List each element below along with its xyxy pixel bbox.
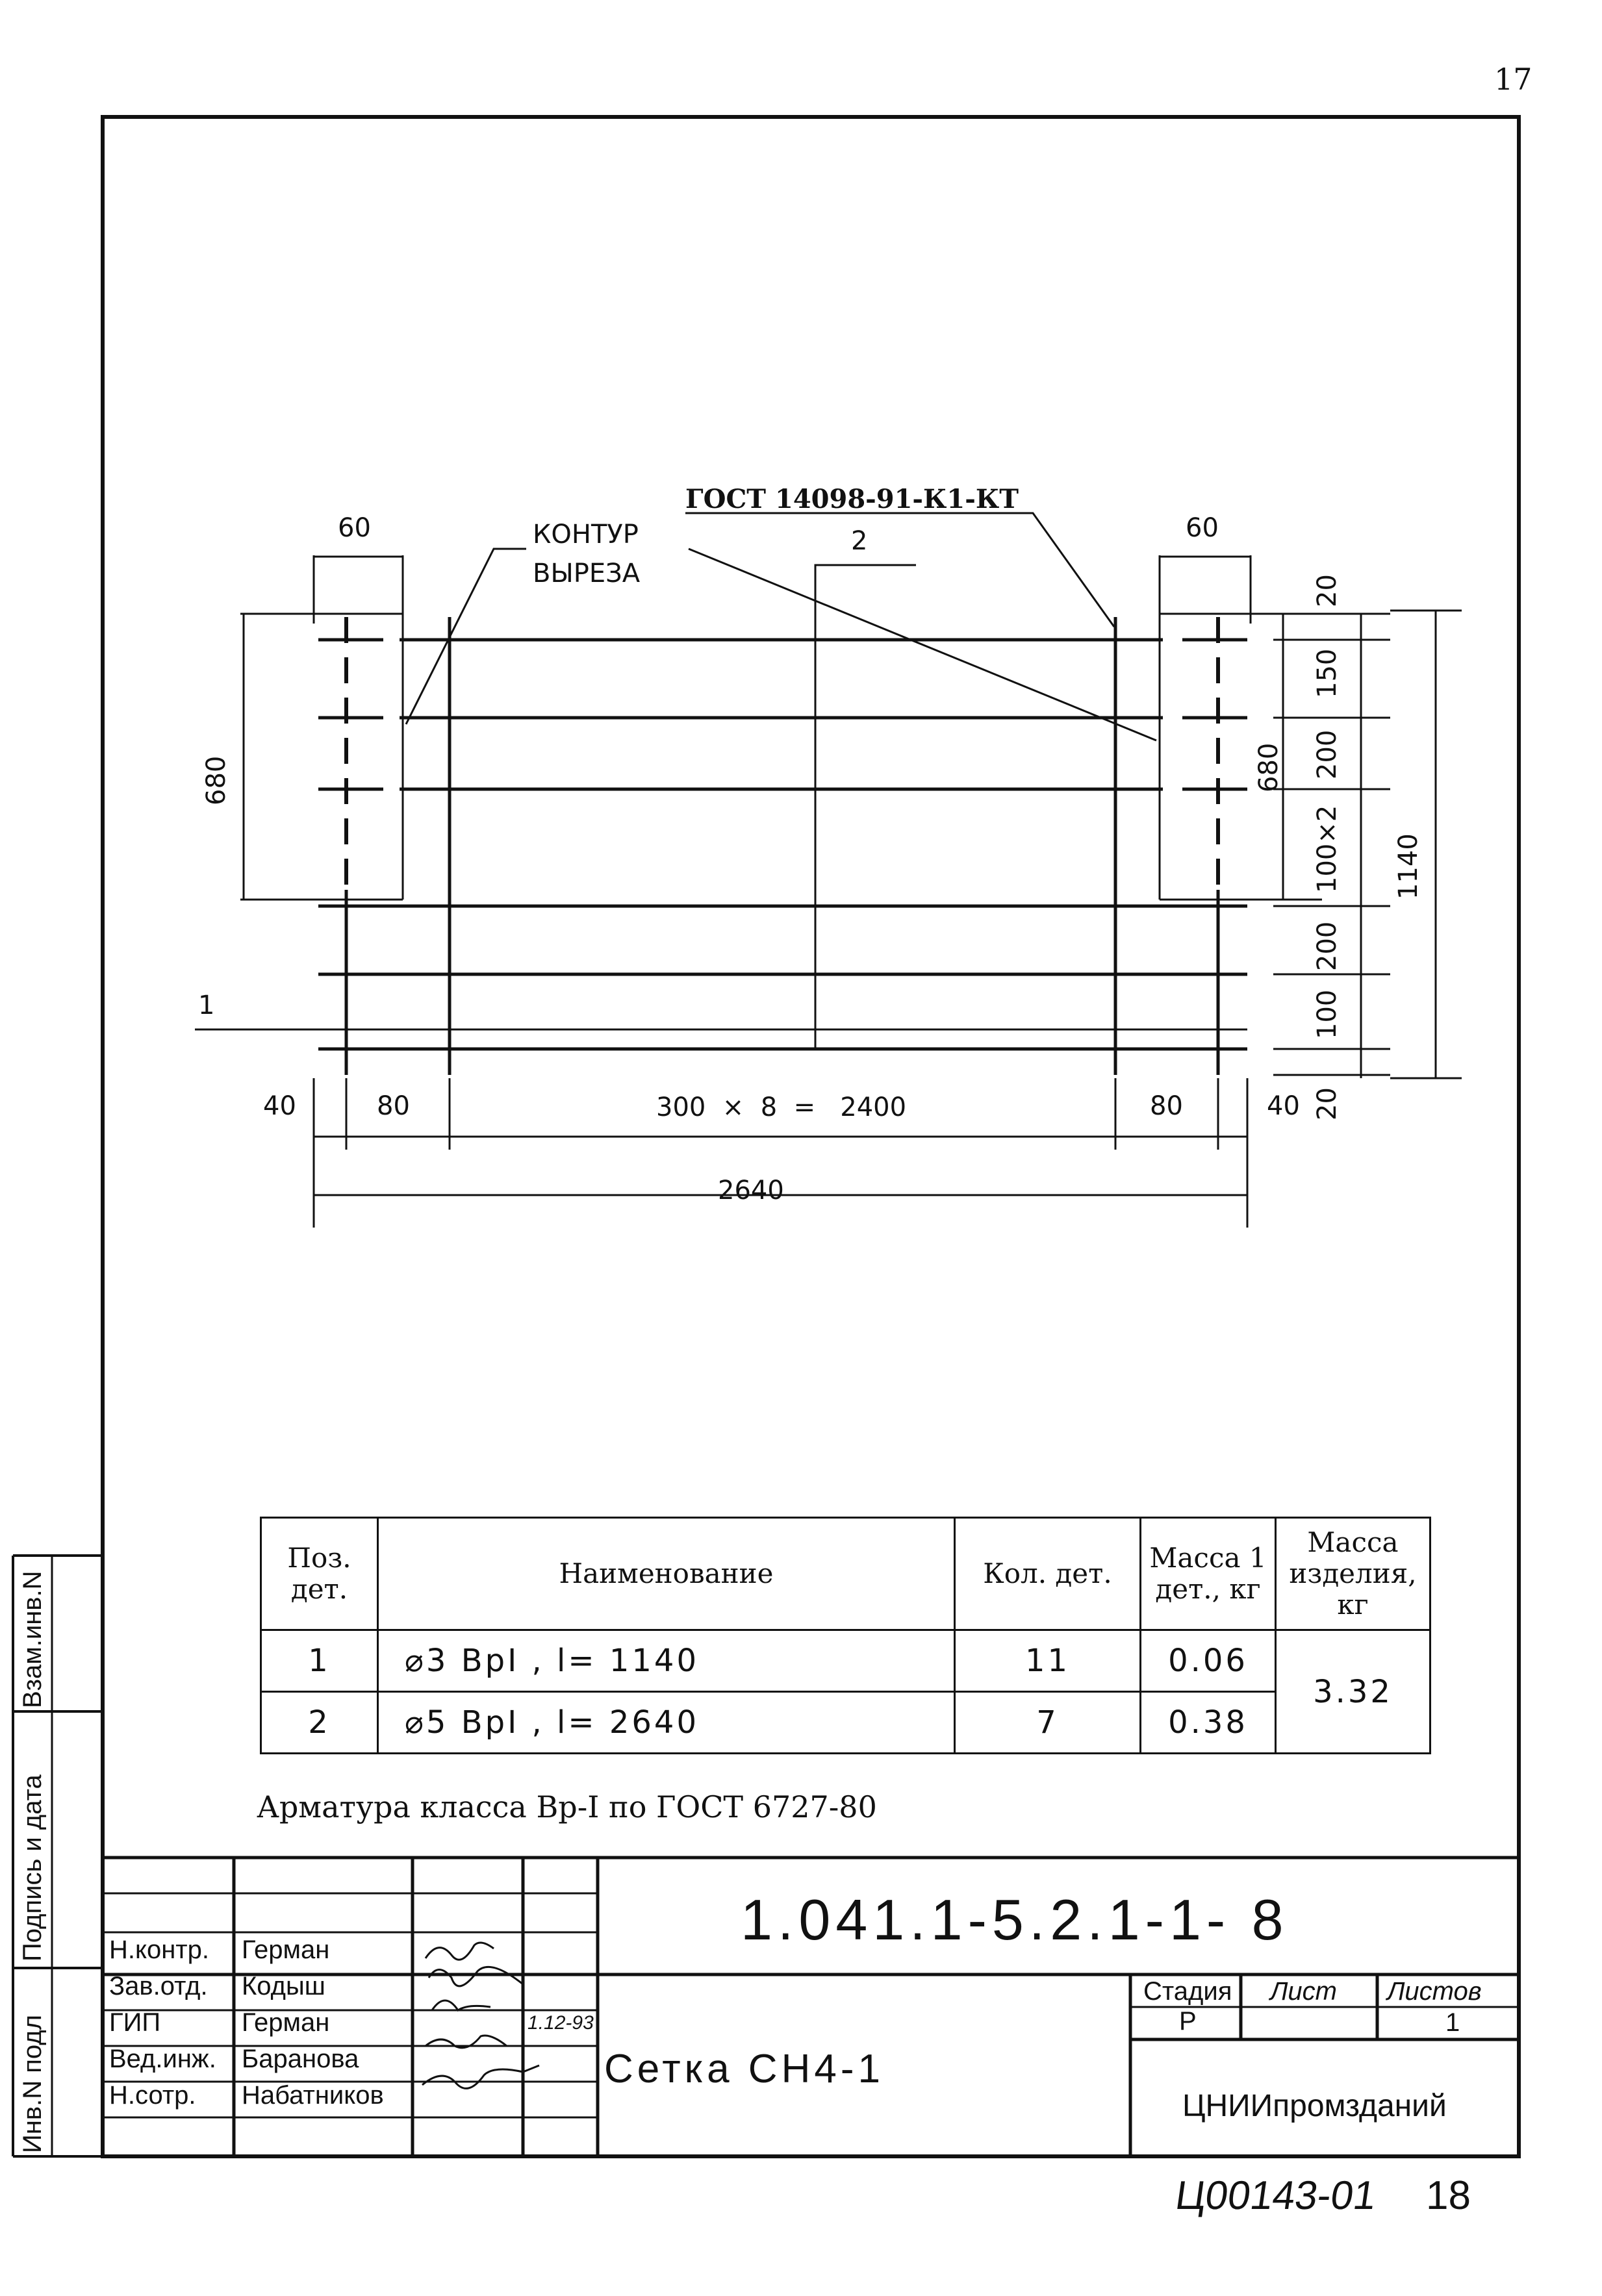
contour-label-1: КОНТУР <box>533 520 639 549</box>
sheet-title: Сетка СН4-1 <box>604 2047 884 2091</box>
dim-top-right-60: 60 <box>1186 513 1219 543</box>
table-row <box>261 1692 1430 1754</box>
pos-2-label: 2 <box>851 526 868 556</box>
name-5: Набатников <box>242 2081 384 2110</box>
dim-right-200-b: 200 <box>1312 921 1342 971</box>
sheets-value: 1 <box>1445 2008 1460 2037</box>
reinforcement-note: Арматура класса Вр-I по ГОСТ 6727-80 <box>257 1789 877 1824</box>
page-number: 17 <box>1494 62 1532 97</box>
role-n-sotr: Н.сотр. <box>109 2081 196 2110</box>
dim-bottom-mid: 300 × 8 = 2400 <box>656 1092 907 1122</box>
specification-table <box>260 1517 1431 1754</box>
name-3: Герман <box>242 2008 330 2037</box>
dim-right-20-bottom: 20 <box>1312 1087 1342 1120</box>
header-name: Наименование <box>378 1518 955 1630</box>
dim-top-left-60: 60 <box>338 513 371 543</box>
total-mass: 3.32 <box>1276 1630 1430 1754</box>
stage-value: Р <box>1179 2007 1197 2036</box>
stage-label: Стадия <box>1143 1977 1232 2006</box>
org-name: ЦНИИпромзданий <box>1182 2089 1447 2123</box>
row-2-qty: 7 <box>955 1692 1141 1754</box>
dim-right-200-a: 200 <box>1312 729 1342 779</box>
side-label-vzam: Взам.инв.N <box>18 1571 47 1708</box>
dim-right-680: 680 <box>1254 742 1284 792</box>
sheets-label: Листов <box>1387 1977 1482 2006</box>
dim-right-100x2: 100×2 <box>1312 805 1342 893</box>
sign-date: 1.12-93 <box>528 2012 594 2034</box>
row-2-name: ⌀5 ВрI , l= 2640 <box>378 1692 955 1754</box>
row-2-mass: 0.38 <box>1141 1692 1276 1754</box>
sheet-label: Лист <box>1270 1977 1337 2006</box>
dim-right-1140: 1140 <box>1393 833 1423 900</box>
doc-code: 1.041.1-5.2.1-1- 8 <box>741 1887 1289 1952</box>
side-label-inv-podl: Инв.N подл <box>18 2015 47 2153</box>
dim-left-680: 680 <box>201 755 231 805</box>
dim-bottom-80-right: 80 <box>1150 1091 1183 1121</box>
row-2-pos: 2 <box>261 1692 378 1754</box>
signatures <box>413 1932 542 2121</box>
header-mass-total: Масса изделия, кг <box>1276 1518 1430 1630</box>
contour-label-2: ВЫРЕЗА <box>533 559 641 588</box>
header-qty: Кол. дет. <box>955 1518 1141 1630</box>
dim-bottom-total: 2640 <box>718 1176 784 1205</box>
row-1-pos: 1 <box>261 1630 378 1692</box>
role-gip: ГИП <box>109 2008 161 2037</box>
role-zav-otd: Зав.отд. <box>109 1972 208 2000</box>
row-1-mass: 0.06 <box>1141 1630 1276 1692</box>
dim-bottom-40-right: 40 <box>1267 1091 1300 1121</box>
dim-bottom-40-left: 40 <box>263 1091 296 1121</box>
dim-right-100: 100 <box>1312 989 1342 1039</box>
gost-label: ГОСТ 14098-91-К1-КТ <box>685 484 1019 514</box>
header-pos: Поз. дет. <box>261 1518 378 1630</box>
pos-1-label: 1 <box>198 990 215 1020</box>
name-2: Кодыш <box>242 1972 325 2000</box>
name-1: Герман <box>242 1936 330 1964</box>
table-row <box>261 1630 1430 1692</box>
header-mass-one: Масса 1 дет., кг <box>1141 1518 1276 1630</box>
dim-right-150: 150 <box>1312 648 1342 698</box>
side-label-podpis: Подпись и дата <box>18 1774 47 1962</box>
table-header-row <box>261 1518 1430 1630</box>
row-1-qty: 11 <box>955 1630 1141 1692</box>
dim-right-20-top: 20 <box>1312 574 1342 607</box>
role-ved-inzh: Вед.инж. <box>109 2045 216 2073</box>
role-n-kontr: Н.контр. <box>109 1936 209 1964</box>
row-1-name: ⌀3 ВрI , l= 1140 <box>378 1630 955 1692</box>
dim-bottom-80-left: 80 <box>377 1091 410 1121</box>
footer-number: 18 <box>1426 2173 1471 2218</box>
name-4: Баранова <box>242 2045 359 2073</box>
footer-code: Ц00143-01 <box>1173 2173 1379 2218</box>
